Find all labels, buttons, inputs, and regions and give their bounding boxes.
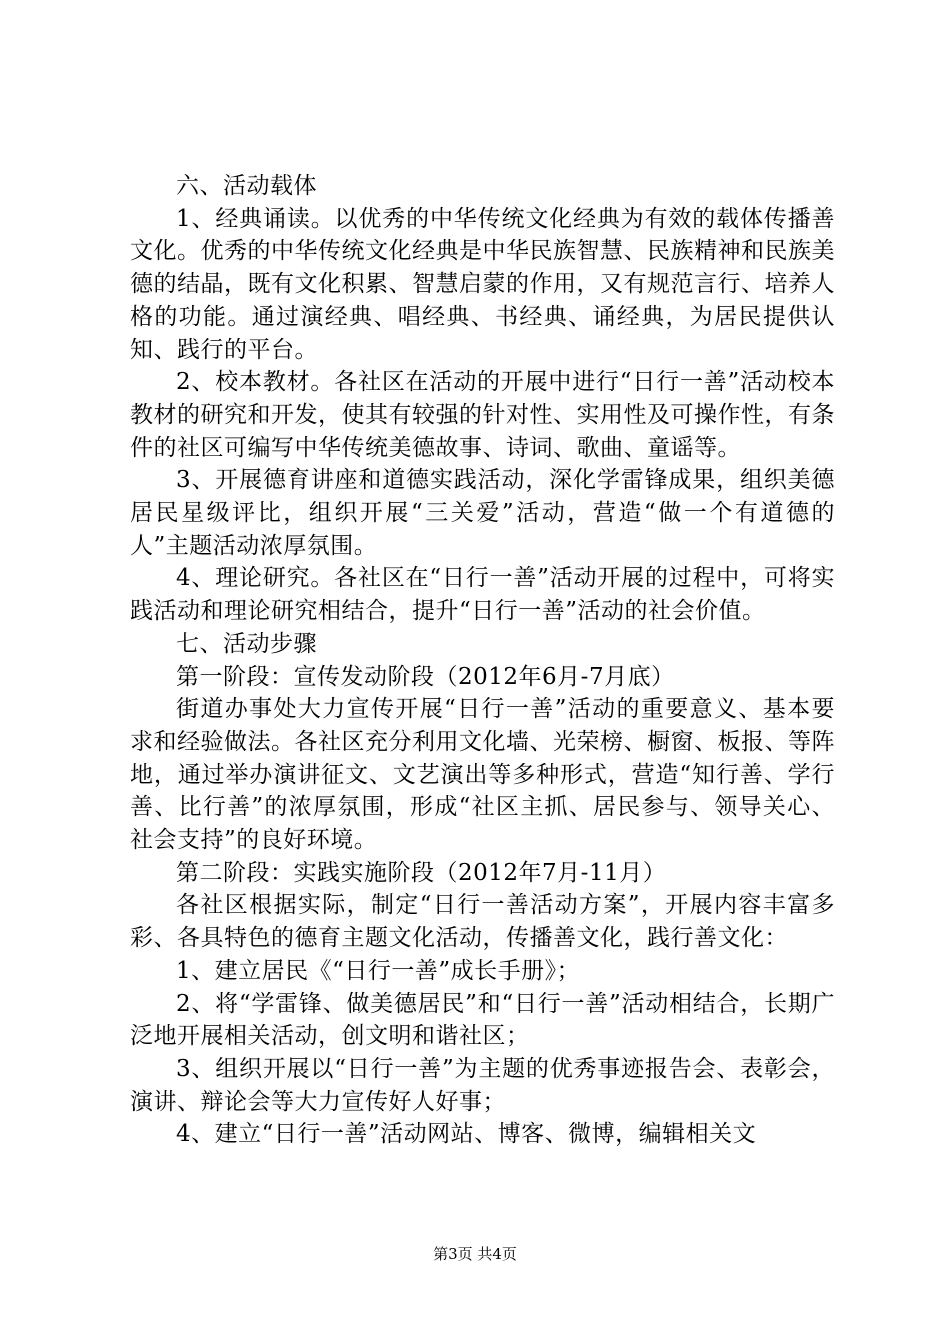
paragraph-theory-research: 4、理论研究。各社区在“日行一善”活动开展的过程中，可将实践活动和理论研究相结合，提升“日行一善”活动的社会价值。 <box>130 565 835 625</box>
list-item-learn-leifeng: 2、将“学雷锋、做美德居民”和“日行一善”活动相结合，长期广泛地开展相关活动，创文明和谐社区； <box>130 990 835 1050</box>
list-item-growth-handbook: 1、建立居民《“日行一善”成长手册》； <box>176 957 581 984</box>
stage-one-heading: 第一阶段：宣传发动阶段（2012年6月-7月底） <box>176 663 675 690</box>
paragraph-stage-two: 各社区根据实际，制定“日行一善活动方案”，开展内容丰富多彩、各具特色的德育主题文化活动，传播善文化，践行善文化： <box>130 892 835 952</box>
stage-two-heading: 第二阶段：实践实施阶段（2012年7月-11月） <box>176 859 667 886</box>
list-item-report-meetings: 3、组织开展以“日行一善”为主题的优秀事迹报告会、表彰会，演讲、辩论会等大力宣传好人好事； <box>130 1055 835 1115</box>
section-heading-activity-carriers: 六、活动载体 <box>176 173 317 199</box>
section-heading-activity-steps: 七、活动步骤 <box>176 630 317 657</box>
list-item-website-blog: 4、建立“日行一善”活动网站、博客、微博，编辑相关文 <box>176 1121 757 1148</box>
paragraph-school-materials: 2、校本教材。各社区在活动的开展中进行“日行一善”活动校本教材的研究和开发，使其有较强的针对性、实用性及可操作性，有条件的社区可编写中华传统美德故事、诗词、歌曲、童谣等。 <box>130 369 835 461</box>
paragraph-stage-one: 街道办事处大力宣传开展“日行一善”活动的重要意义、基本要求和经验做法。各社区充分利用文化墙、光荣榜、橱窗、板报、等阵地，通过举办演讲征文、文艺演出等多种形式，营造“知行善、学行善、比行善”的浓厚氛围，形成“社区主抓、居民参与、领导关心、社会支持”的良好环境。 <box>130 696 835 854</box>
document-body <box>130 170 835 1151</box>
page-number-footer: 第3页 共4页 <box>433 1245 517 1263</box>
paragraph-moral-lectures: 3、开展德育讲座和道德实践活动，深化学雷锋成果，组织美德居民星级评比，组织开展“三关爱”活动，营造“做一个有道德的人”主题活动浓厚氛围。 <box>130 467 835 559</box>
paragraph-classic-reading: 1、经典诵读。以优秀的中华传统文化经典为有效的载体传播善文化。优秀的中华传统文化经典是中华民族智慧、民族精神和民族美德的结晶，既有文化积累、智慧启蒙的作用，又有规范言行、培养人格的功能。通过演经典、唱经典、书经典、诵经典，为居民提供认知、践行的平台。 <box>130 205 835 363</box>
